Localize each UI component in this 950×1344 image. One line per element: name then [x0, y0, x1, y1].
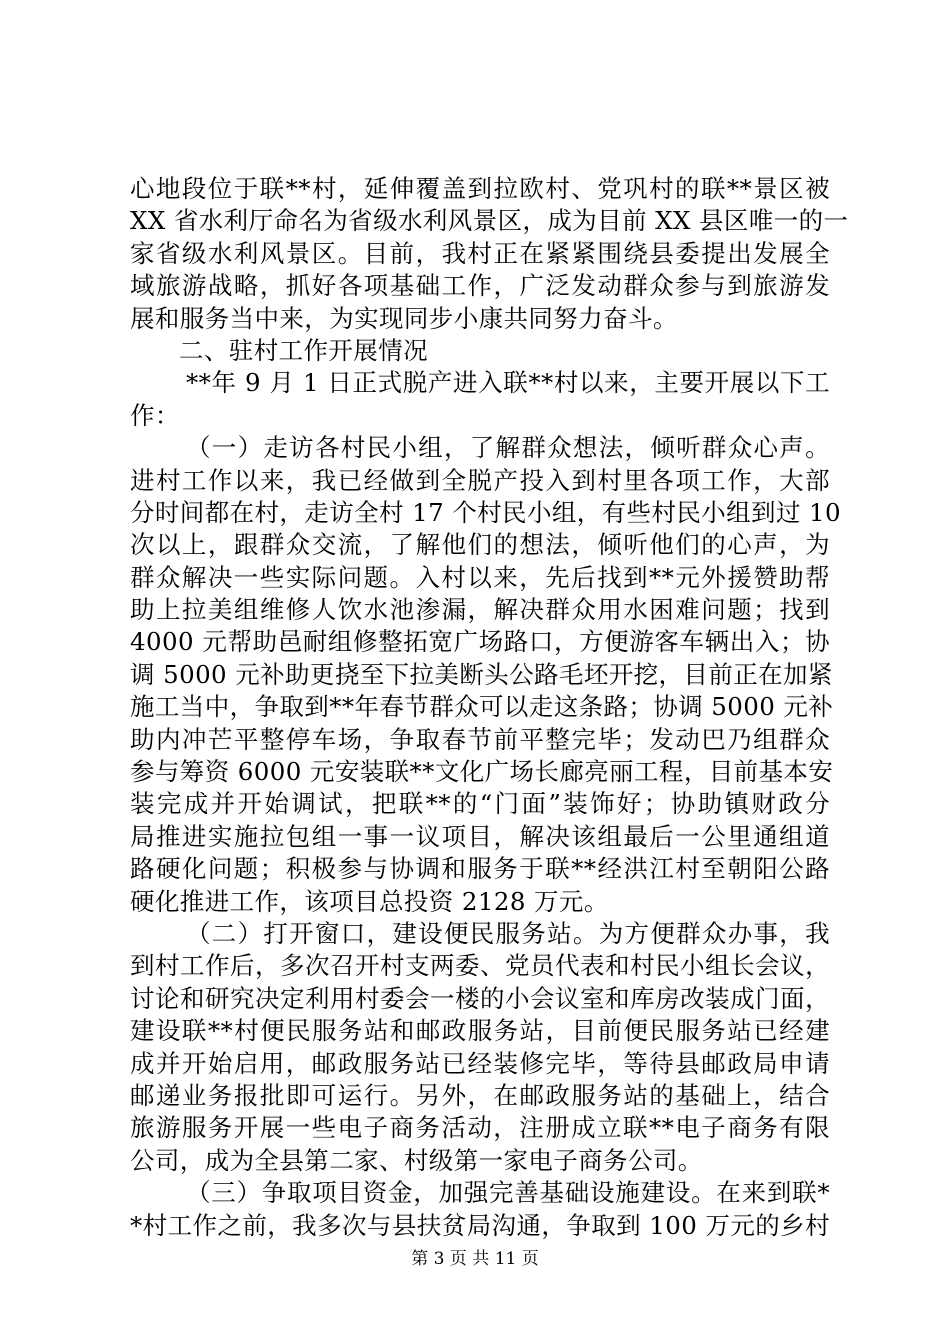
text-line: 群众解决一些实际问题。入村以来，先后找到**元外援赞助帮	[130, 562, 830, 592]
text-line: （三）争取项目资金，加强完善基础设施建设。在来到联*	[186, 1178, 830, 1208]
page-footer	[0, 1244, 950, 1269]
text-line: 硬化推进工作，该项目总投资 2128 万元。	[130, 886, 609, 916]
text-line: 助上拉美组维修人饮水池渗漏，解决群众用水困难问题；找到	[130, 595, 830, 625]
text-line: 邮递业务报批即可运行。另外，在邮政服务站的基础上，结合	[130, 1080, 830, 1110]
text-line: 公司，成为全县第二家、村级第一家电子商务公司。	[130, 1145, 703, 1175]
text-line: 讨论和研究决定利用村委会一楼的小会议室和库房改装成门面，	[130, 983, 830, 1013]
text-line: **年 9 月 1 日正式脱产进入联**村以来，主要开展以下工	[186, 368, 830, 398]
text-line: 4000 元帮助邑耐组修整拓宽广场路口，方便游客车辆出入；协	[130, 627, 830, 657]
text-line: 展和服务当中来，为实现同步小康共同努力奋斗。	[130, 303, 678, 333]
text-line: 进村工作以来，我已经做到全脱产投入到村里各项工作，大部	[130, 465, 830, 495]
text-line: 参与筹资 6000 元安装联**文化广场长廊亮丽工程，目前基本安	[130, 757, 834, 787]
text-line: 次以上，跟群众交流，了解他们的想法，倾听他们的心声，为	[130, 530, 830, 560]
text-line: 心地段位于联**村，延伸覆盖到拉欧村、党巩村的联**景区被	[130, 174, 830, 203]
text-line: （一）走访各村民小组，了解群众想法，倾听群众心声。	[186, 433, 830, 463]
text-line: 作：	[130, 400, 180, 430]
text-line: 家省级水利风景区。目前，我村正在紧紧围绕县委提出发展全	[130, 238, 830, 268]
text-line: 建设联**村便民服务站和邮政服务站，目前便民服务站已经建	[130, 1016, 830, 1046]
text-line: *村工作之前，我多次与县扶贫局沟通，争取到 100 万元的乡村	[130, 1210, 830, 1240]
text-line: 路硬化问题；积极参与协调和服务于联**经洪江村至朝阳公路	[130, 854, 830, 884]
text-line: 到村工作后，多次召开村支两委、党员代表和村民小组长会议，	[130, 951, 830, 981]
text-line: 助内冲芒平整停车场，争取春节前平整完毕；发动巴乃组群众	[130, 724, 830, 754]
text-line: （二）打开窗口，建设便民服务站。为方便群众办事，我	[186, 918, 830, 948]
text-line: 局推进实施拉包组一事一议项目，解决该组最后一公里通组道	[130, 821, 830, 851]
document-body	[130, 173, 849, 1242]
text-line: 分时间都在村，走访全村 17 个村民小组，有些村民小组到过 10	[130, 497, 842, 527]
text-line: 装完成并开始调试，把联**的“门面”装饰好；协助镇财政分	[130, 789, 830, 819]
page-number-label: 第 3 页 共 11 页	[411, 1249, 539, 1269]
section-heading: 二、驻村工作开展情况	[179, 335, 428, 365]
text-line: 域旅游战略，抓好各项基础工作，广泛发动群众参与到旅游发	[130, 271, 830, 301]
text-line: 成并开始启用，邮政服务站已经装修完毕，等待县邮政局申请	[130, 1048, 830, 1078]
text-line: 调 5000 元补助更挠至下拉美断头公路毛坯开挖，目前正在加紧	[130, 659, 833, 689]
text-line: 施工当中，争取到**年春节群众可以走这条路；协调 5000 元补	[130, 692, 834, 722]
text-line: XX 省水利厅命名为省级水利风景区，成为目前 XX 县区唯一的一	[130, 206, 849, 236]
text-line: 旅游服务开展一些电子商务活动，注册成立联**电子商务有限	[130, 1113, 830, 1143]
